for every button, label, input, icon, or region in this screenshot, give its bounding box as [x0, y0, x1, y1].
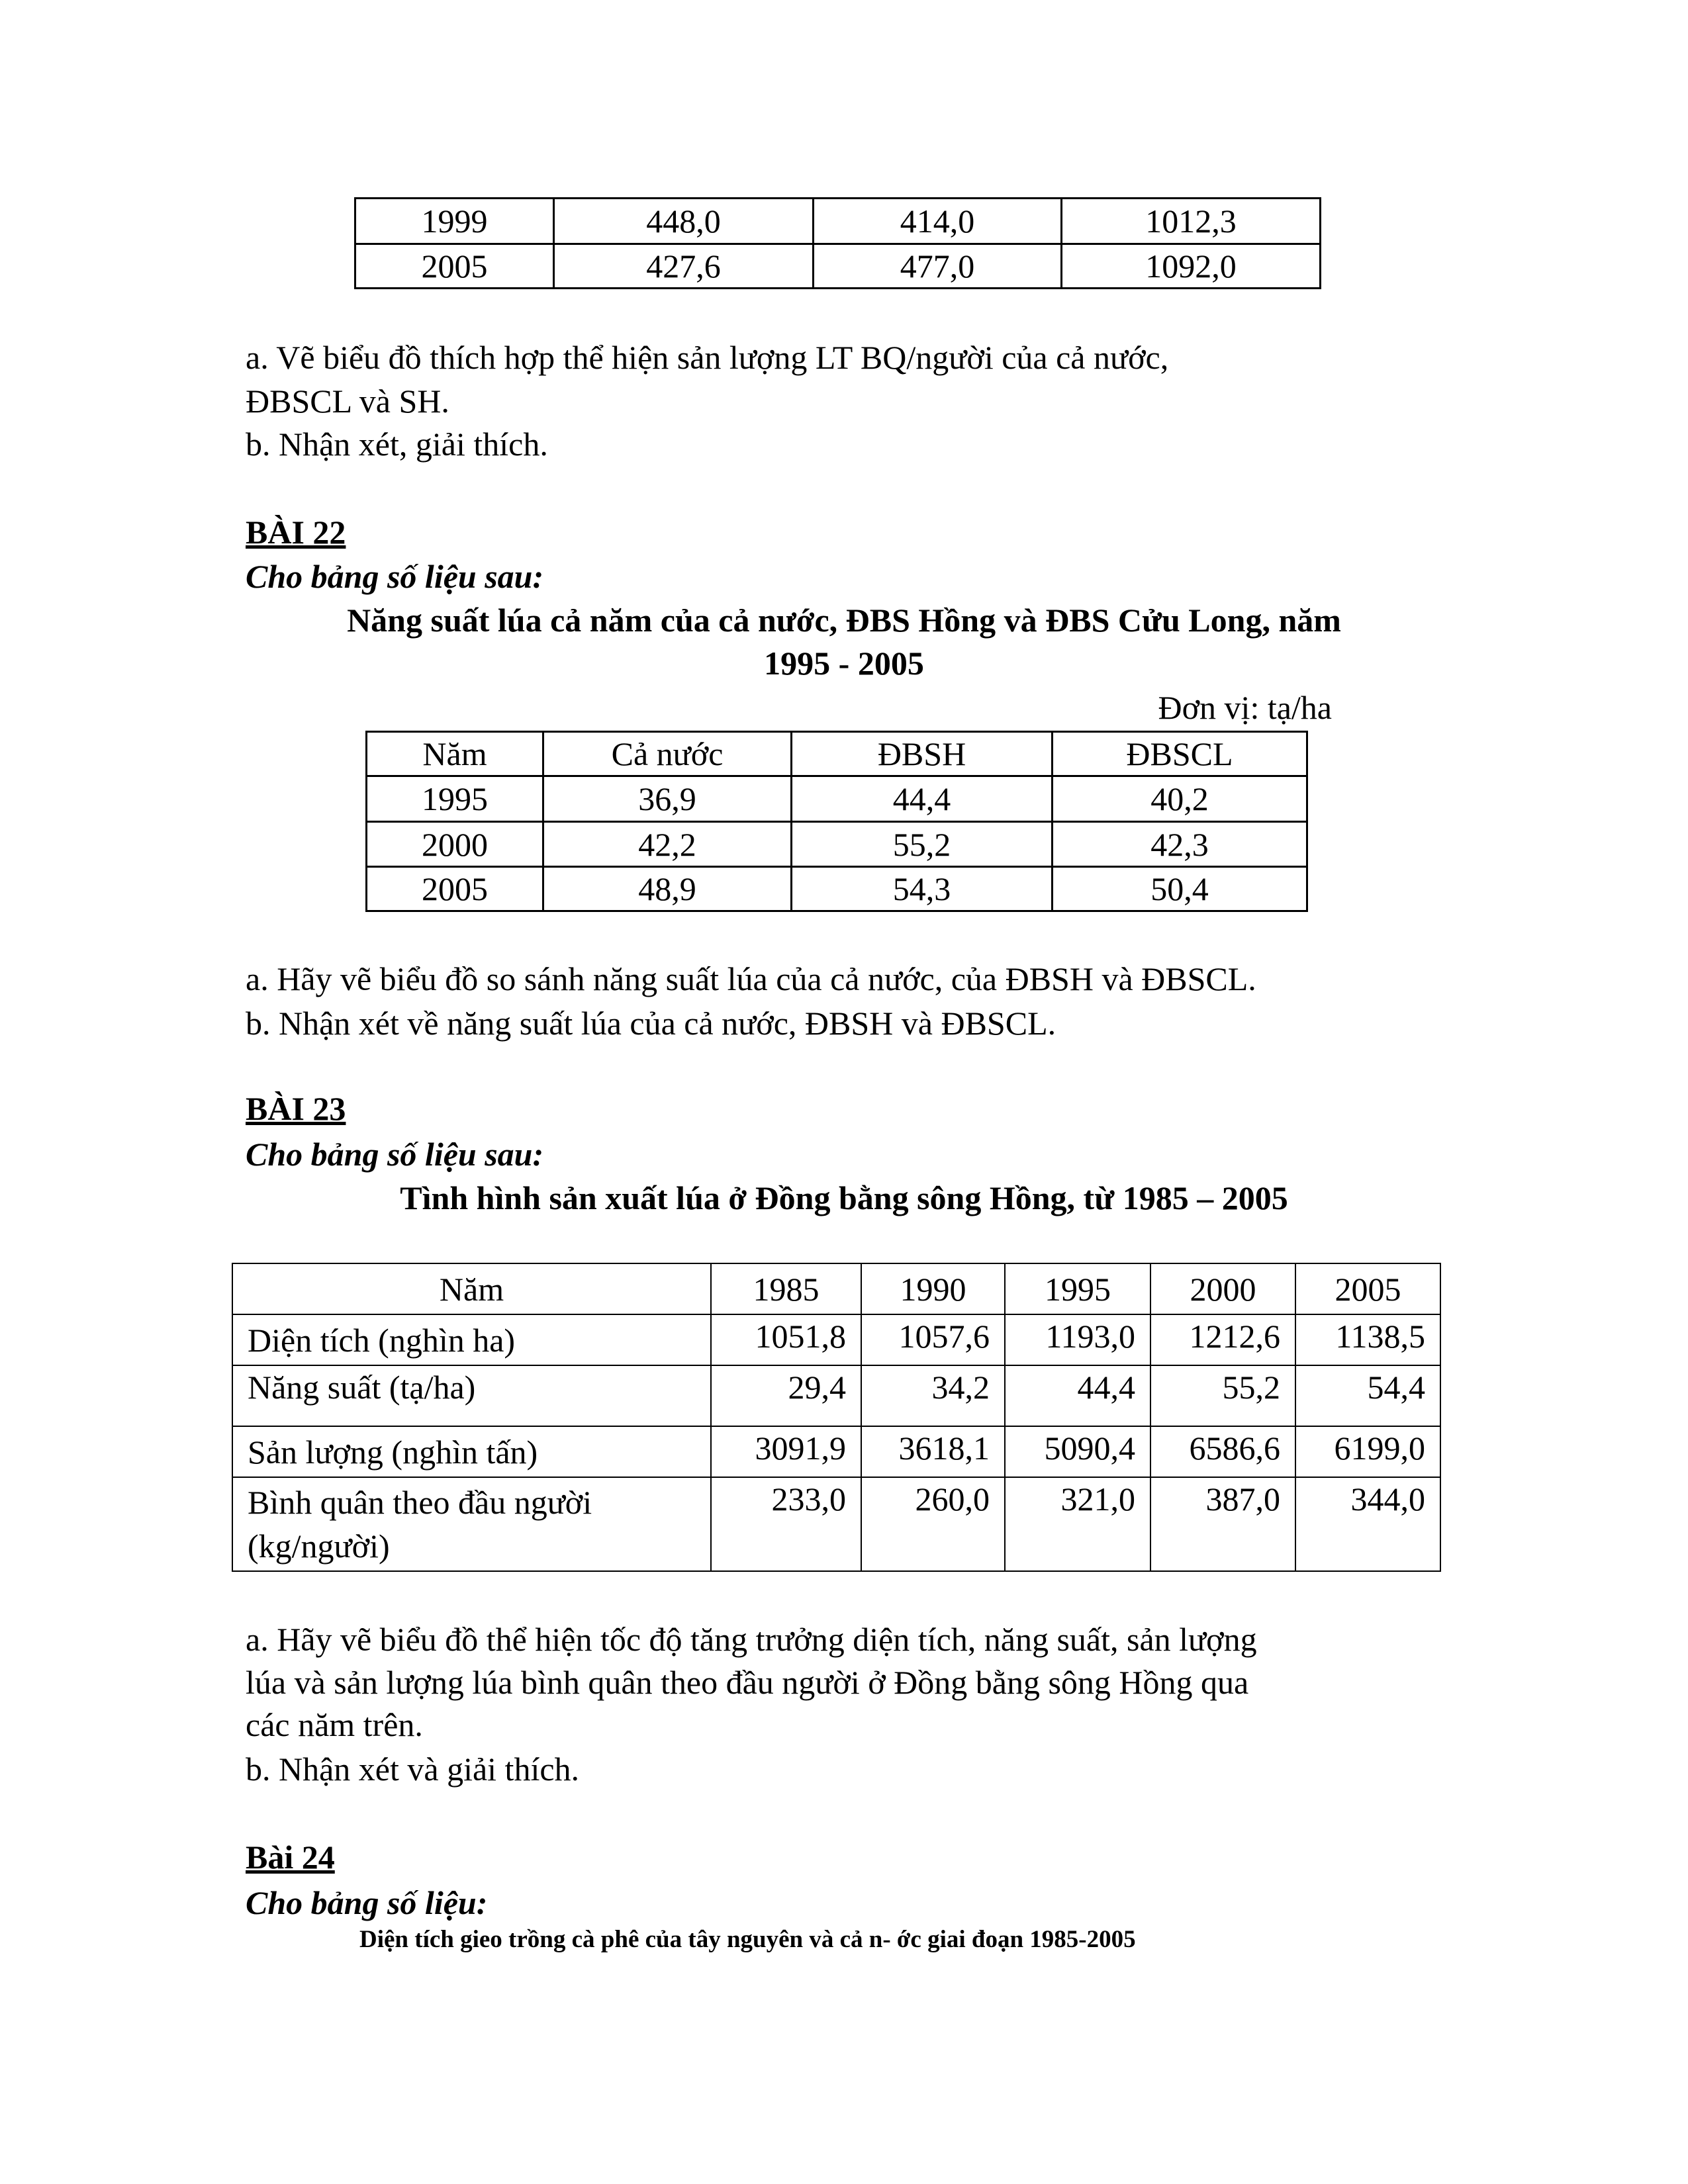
- row-label: Diện tích (nghìn ha): [232, 1314, 711, 1365]
- table-cell: 6586,6: [1150, 1426, 1295, 1477]
- header-cell: Cả nước: [543, 732, 792, 776]
- table-cell: 1057,6: [861, 1314, 1005, 1365]
- table-cell: 1212,6: [1150, 1314, 1295, 1365]
- table-cell: 55,2: [792, 822, 1053, 867]
- table-cell: 2005: [367, 867, 543, 911]
- row-label: [232, 1477, 711, 1571]
- table-cell: 42,2: [543, 822, 792, 867]
- table-cell: 29,4: [711, 1365, 861, 1426]
- row-label-line1: Bình quân theo đầu người: [248, 1484, 592, 1521]
- header-cell: Năm: [232, 1263, 711, 1314]
- bai23-table: [232, 1263, 1441, 1572]
- header-cell: 2005: [1295, 1263, 1440, 1314]
- bai24-intro: Cho bảng số liệu:: [246, 1884, 488, 1921]
- question-a-line1: a. Vẽ biểu đồ thích hợp thể hiện sản lượng LT BQ/người của cả nước,: [246, 339, 1169, 376]
- table-row: [232, 1314, 1440, 1365]
- table-cell: 1995: [367, 776, 543, 822]
- table-row: [232, 1477, 1440, 1571]
- table-row: [232, 1426, 1440, 1477]
- header-cell: 1995: [1005, 1263, 1150, 1314]
- bai23-question-a-line2: lúa và sản lượng lúa bình quân theo đầu người ở Đồng bằng sông Hồng qua: [246, 1664, 1249, 1701]
- table-row: [232, 1365, 1440, 1426]
- table-cell: 233,0: [711, 1477, 861, 1571]
- table-cell: 1051,8: [711, 1314, 861, 1365]
- header-cell: 2000: [1150, 1263, 1295, 1314]
- table-cell: 414,0: [814, 199, 1062, 244]
- bai24-title: Diện tích gieo trồng cà phê của tây nguyên và cả n- ớc giai đoạn 1985-2005: [359, 1926, 1136, 1953]
- table-cell: 42,3: [1053, 822, 1307, 867]
- bai23-question-a-line1: a. Hãy vẽ biểu đồ thể hiện tốc độ tăng trưởng diện tích, năng suất, sản lượng: [246, 1621, 1257, 1658]
- table-cell: 344,0: [1295, 1477, 1440, 1571]
- table-cell: 5090,4: [1005, 1426, 1150, 1477]
- table-cell: 1012,3: [1062, 199, 1321, 244]
- table-cell: 44,4: [792, 776, 1053, 822]
- table-cell: 448,0: [554, 199, 814, 244]
- table-cell: 1193,0: [1005, 1314, 1150, 1365]
- bai22-question-b: b. Nhận xét về năng suất lúa của cả nước, ĐBSH và ĐBSCL.: [246, 1005, 1056, 1042]
- table-cell: 6199,0: [1295, 1426, 1440, 1477]
- table-cell: 387,0: [1150, 1477, 1295, 1571]
- table-cell: 1999: [355, 199, 554, 244]
- table-cell: 48,9: [543, 867, 792, 911]
- table-cell: 3618,1: [861, 1426, 1005, 1477]
- table-cell: 477,0: [814, 244, 1062, 289]
- question-a-line2: ĐBSCL và SH.: [246, 383, 449, 420]
- table-cell: 2005: [355, 244, 554, 289]
- table-cell: 34,2: [861, 1365, 1005, 1426]
- bai23-title: Tình hình sản xuất lúa ở Đồng bằng sông Hồng, từ 1985 – 2005: [400, 1179, 1288, 1216]
- table-cell: 55,2: [1150, 1365, 1295, 1426]
- header-cell: 1985: [711, 1263, 861, 1314]
- table-row: [367, 776, 1307, 822]
- table-row: [355, 244, 1321, 289]
- table-cell: 2000: [367, 822, 543, 867]
- table-header-row: [367, 732, 1307, 776]
- table-header-row: [232, 1263, 1440, 1314]
- table-cell: 427,6: [554, 244, 814, 289]
- bai22-table: [365, 731, 1308, 912]
- header-cell: ĐBSH: [792, 732, 1053, 776]
- row-label: Sản lượng (nghìn tấn): [232, 1426, 711, 1477]
- bai23-heading: BÀI 23: [246, 1090, 346, 1127]
- bai22-title-line1: Năng suất lúa cả năm của cả nước, ĐBS Hồng và ĐBS Cửu Long, năm: [347, 602, 1341, 639]
- bai23-question-b: b. Nhận xét và giải thích.: [246, 1751, 580, 1788]
- table-cell: 44,4: [1005, 1365, 1150, 1426]
- table-cell: 260,0: [861, 1477, 1005, 1571]
- table-row: [367, 822, 1307, 867]
- bai22-heading: BÀI 22: [246, 514, 346, 551]
- bai24-heading: Bài 24: [246, 1839, 335, 1876]
- bai22-intro: Cho bảng số liệu sau:: [246, 558, 544, 595]
- bai22-unit: Đơn vị: tạ/ha: [1158, 689, 1332, 726]
- bai23-intro: Cho bảng số liệu sau:: [246, 1136, 544, 1173]
- table-cell: 36,9: [543, 776, 792, 822]
- header-cell: Năm: [367, 732, 543, 776]
- question-b: b. Nhận xét, giải thích.: [246, 426, 548, 463]
- row-label: Năng suất (tạ/ha): [232, 1365, 711, 1426]
- top-data-table: [354, 197, 1321, 289]
- bai22-title-line2: 1995 - 2005: [764, 645, 924, 682]
- table-cell: 40,2: [1053, 776, 1307, 822]
- bai23-question-a-line3: các năm trên.: [246, 1706, 423, 1743]
- header-cell: ĐBSCL: [1053, 732, 1307, 776]
- table-cell: 50,4: [1053, 867, 1307, 911]
- row-label-line2: (kg/người): [248, 1527, 390, 1565]
- header-cell: 1990: [861, 1263, 1005, 1314]
- table-cell: 1092,0: [1062, 244, 1321, 289]
- table-cell: 321,0: [1005, 1477, 1150, 1571]
- table-cell: 3091,9: [711, 1426, 861, 1477]
- bai22-question-a: a. Hãy vẽ biểu đồ so sánh năng suất lúa của cả nước, của ĐBSH và ĐBSCL.: [246, 960, 1256, 997]
- table-cell: 54,4: [1295, 1365, 1440, 1426]
- table-cell: 1138,5: [1295, 1314, 1440, 1365]
- table-row: [367, 867, 1307, 911]
- table-row: [355, 199, 1321, 244]
- table-cell: 54,3: [792, 867, 1053, 911]
